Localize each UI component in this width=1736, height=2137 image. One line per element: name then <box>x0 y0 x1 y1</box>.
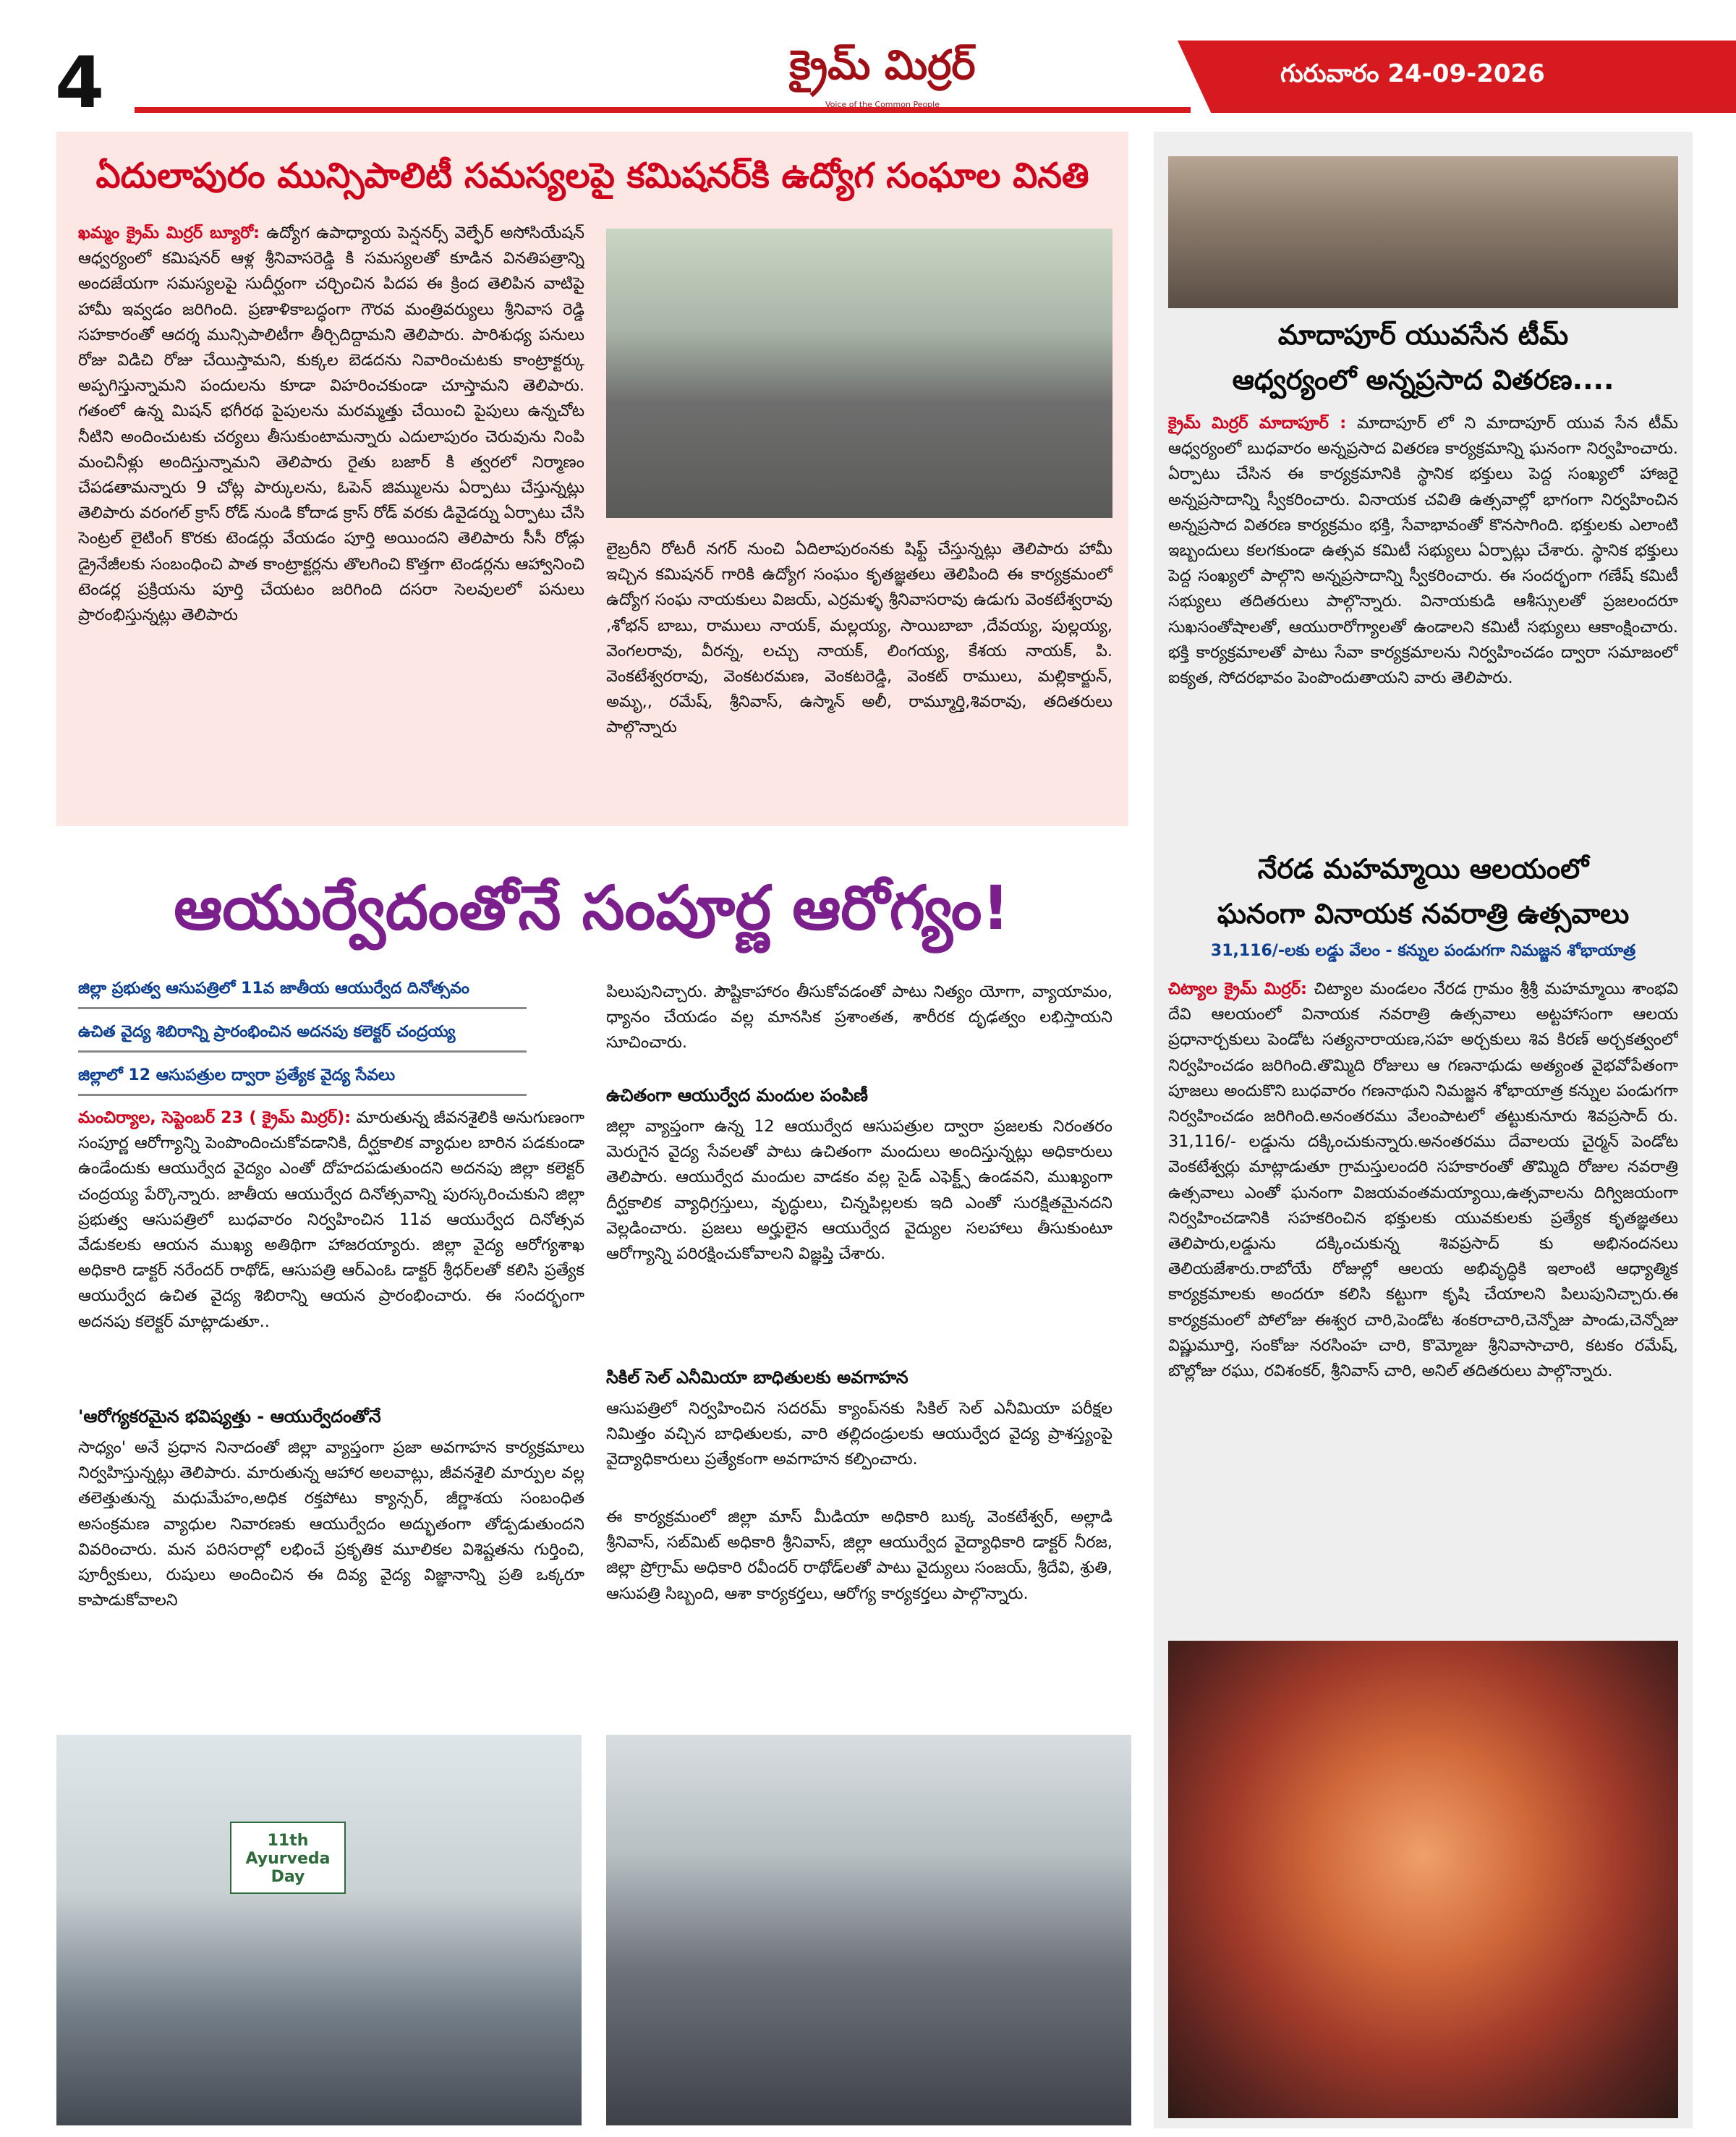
nerada-body: చిట్యాల క్రైమ్ మిర్రర్: చిట్యాల మండలం నేరడ గ్రామం శ్రీశ్రీ మహమ్మాయి శాంభవి దేవి ఆలయంలో వినాయక నవరాత్రి ఉత్సవాలు అట్టహాసంగా ఆలయ ప్రధానార్చకులు పెండోట సత్యనారాయణ,సహ అర్చకులు శివ కిరణ్ అర్చకత్వంలో నిర్వహించడం జరిగింది.తొమ్మిది రోజులు ఆ గణనాథుడు అత్యంత వైభవోపేతంగా పూజలు అందుకొని బుధవారం గణనాథుని నిమజ్జన శోభాయాత్ర కన్నుల పండుగగా నిర్వహించడం జరిగింది.అనంతరము వేలంపాటలో తట్టుకునూరు శివప్రసాద్ రు. 31,116/- లడ్డును దక్కించుకున్నారు.అనంతరము దేవాలయ చైర్మన్ పెండోట వెంకటేశ్వర్లు మాట్లాడుతూ గ్రామస్తులందరి సహకారంతో తొమ్మిది రోజుల నవరాత్రి ఉత్సవాలు ఎంతో ఘనంగా విజయవంతమయ్యాయి,ఉత్సవాలను దిగ్విజయంగా నిర్వహించడానికి సహకరించిన భక్తులకు యువకులకు ప్రత్యేక కృతజ్ఞతలు తెలిపారు,లడ్డును దక్కించుకున్న శివప్రసాద్ కు అభినందనలు తెలియజేశారు.రాబోయే రోజుల్లో ఆలయ అభివృద్ధికి ఇలాంటి ఆధ్యాత్మిక కార్యక్రమాలకు అందరూ కలిసి కట్టుగా కృషి చేయాలని పిలుపునిచ్చారు.ఈ కార్యక్రమంలో పోలోజు ఈశ్వర చారి,పెండోట శంకరాచారి,చెన్నోజు పాండు,చెన్నోజు విష్ణుమూర్తి, సంకోజు నరసింహ చారి, కొమ్మోజు శ్రీనివాసాచారి, కటకం రమేష్, బొల్లోజు రఘు, రవిశంకర్, శ్రీనివాస్ చారి, అనిల్ తదితరులు పాల్గొన్నారు. <box>1168 980 1678 1381</box>
article-ayurveda-col2-p4: ఈ కార్యక్రమంలో జిల్లా మాస్ మీడియా అధికారి బుక్క వెంకటేశ్వర్, అల్లాడి శ్రీనివాస్, సబ్‌మిట్ అధికారి శ్రీనివాస్, జిల్లా ఆయుర్వేద వైద్యాధికారి డాక్టర్ నీరజ, జిల్లా ప్రోగ్రామ్ అధికారి రవీందర్ రాథోడ్‌లతో పాటు వైద్యులు సంజయ్, శ్రీదేవి, శ్రుతి, ఆసుపత్రి సిబ్బంది, ఆశా కార్యకర్తలు, ఆరోగ్య కార్యకర్తలు పాల్గొన్నారు. <box>606 1508 1112 1603</box>
madapur-body: క్రైమ్ మిర్రర్ మాదాపూర్ : మాదాపూర్ లో ని మాదాపూర్ యువ సేన టీమ్ ఆధ్వర్యంలో బుధవారం అన్నప్రసాద వితరణ కార్యక్రమాన్ని ఘనంగా నిర్వహించారు. ఏర్పాటు చేసిన ఈ కార్యక్రమానికి స్థానిక భక్తులు పెద్ద సంఖ్యలో హాజరై అన్నప్రసాదాన్ని స్వీకరించారు. వినాయక చవితి ఉత్సవాల్లో భాగంగా నిర్వహించిన అన్నప్రసాద వితరణ కార్యక్రమం భక్తి, సేవాభావంతో కొనసాగింది. భక్తులకు ఎలాంటి ఇబ్బందులు కలగకుండా ఉత్సవ కమిటీ సభ్యులు ఏర్పాట్లు చేశారు. స్థానిక భక్తులు పెద్ద సంఖ్యలో పాల్గొని అన్నప్రసాదాన్ని స్వీకరించారు. ఈ సందర్భంగా గణేష్ కమిటీ సభ్యులు తదితరులు పాల్గొన్నారు. వినాయకుడి ఆశీస్సులతో ప్రజలందరూ సుఖసంతోషాలతో, ఆయురారోగ్యాలతో ఉండాలని కమిటీ సభ్యులు ఆకాంక్షించారు. భక్తి కార్యక్రమాలతో పాటు సేవా కార్యక్రమాలను నిర్వహించడం ద్వారా సమాజంలో ఐక్యత, సోదరభావం పెంపొందుతాయని వారు తెలిపారు. <box>1168 414 1678 688</box>
ayurveda-day-sign: 11th Ayurveda Day <box>230 1822 346 1894</box>
madapur-byline: క్రైమ్ మిర్రర్ మాదాపూర్ : <box>1168 414 1347 433</box>
ganesh-idol-photo <box>1168 1641 1678 2118</box>
masthead-tagline: Voice of the Common People <box>825 100 940 109</box>
ayurveda-day-photo-2 <box>606 1735 1131 2125</box>
masthead-logo <box>752 42 1013 111</box>
madapur-headline-line1: మాదాపూర్ యువసేన టీమ్ <box>1277 319 1569 351</box>
article-ayurveda-byline: మంచిర్యాల, సెప్టెంబర్ 23 ( క్రైమ్ మిర్రర్): <box>78 1108 352 1127</box>
article-ayurveda-subhead-3: జిల్లాలో 12 ఆసుపత్రుల ద్వారా ప్రత్యేక వైద్య సేవలు <box>78 1066 527 1096</box>
article-ayurveda-col2-p2: జిల్లా వ్యాప్తంగా ఉన్న 12 ఆయుర్వేద ఆసుపత్రుల ద్వారా ప్రజలకు నిరంతరం మెరుగైన వైద్య సేవలతో పాటు ఉచితంగా మందులు అందిస్తున్నట్లు అధికారులు తెలిపారు. ఆయుర్వేద మందుల వాడకం వల్ల సైడ్ ఎఫెక్ట్స్ ఉండవని, ముఖ్యంగా దీర్ఘకాలిక వ్యాధిగ్రస్తులు, వృద్ధులు, చిన్నపిల్లలకు ఇది ఎంతో సురక్షితమైనదని వెల్లడించారు. ప్రజలు అర్హులైన ఆయుర్వేద వైద్యుల సలహాలు తీసుకుంటూ ఆరోగ్యాన్ని పరిరక్షించుకోవాలని విజ్ఞప్తి చేశారు. <box>606 1117 1112 1264</box>
nerada-subhead: 31,116/-లకు లడ్డు వేలం - కన్నుల పండుగగా నిమజ్జన శోభాయాత్ర <box>1210 942 1636 960</box>
article-commissioner-photo <box>606 229 1112 518</box>
nerada-headline-line1: నేరడ మహమ్మాయి ఆలయంలో <box>1257 853 1589 885</box>
article-commissioner-col1: ఖమ్మం క్రైమ్ మిర్రర్ బ్యూరో: ఉద్యోగ ఉపాధ్యాయ పెన్షనర్స్ వెల్ఫేర్ అసోసియేషన్ ఆధ్వర్యంలో కమిషనర్ ఆళ్ల శ్రీనివాసరెడ్డి కి సమస్యలతో కూడిన వినతిపత్రాన్ని అందజేయగా సమస్యలపై సుదీర్ఘంగా చర్చించిన పిదప ఈ క్రింద తెలిపిన వాటిపై హామీ ఇవ్వడం జరిగింది. ప్రణాళికాబద్ధంగా గౌరవ మంత్రివర్యులు శ్రీనివాస రెడ్డి సహకారంతో ఆదర్శ మున్సిపాలిటీగా తీర్చిదిద్దామని తెలిపారు. పారిశుధ్య పనులు రోజు విడిచి రోజు చేయిస్తామని, కుక్కల బెడదను నివారించుటకు కాంట్రాక్టర్కు అప్పగిస్తున్నామని పందులను కూడా విహరించకుండా చూస్తామని తెలిపారు. గతంలో ఉన్న మిషన్ భగీరథ పైపులను మరమ్మత్తు చేయించి పైపులు ఉన్నచోట నీటిని అందించుటకు చర్యలు తీసుకుంటామన్నారు ఎదులాపురం చెరువును నింపి మంచినీళ్లు అందిస్తున్నామని తెలిపారు రైతు బజార్ కి త్వరలో నిర్మాణం చేపడతామన్నారు 9 చోట్ల పార్కులను, ఓపెన్ జిమ్ములను ఏర్పాటు చేస్తున్నట్లు తెలిపారు వరంగల్ క్రాస్ రోడ్ నుండి కోదాడ క్రాస్ రోడ్ వరకు డివైడర్ను ఏర్పాటు చేసి సెంట్రల్ లైటింగ్ కొరకు టెండర్లు వేయడం పూర్తి అయిందని తెలిపారు సీసీ రోడ్లు డ్రైనేజీలకు సంబంధించి పాత కాంట్రాక్టర్లను తొలగించి కొత్తగా టెండర్లను ఆహ్వానించి టెండర్ల ప్రక్రియను పూర్తి చేయటం జరిగింది దసరా సెలవులలో పనులు ప్రారంభిస్తున్నట్లు తెలిపారు <box>78 224 584 625</box>
article-ayurveda-subhead-2: ఉచిత వైద్య శిబిరాన్ని ప్రారంభించిన అదనపు కలెక్టర్ చంద్రయ్య <box>78 1023 527 1053</box>
issue-date: గురువారం 24-09-2026 <box>1280 59 1545 88</box>
article-commissioner-byline: ఖమ్మం క్రైమ్ మిర్రర్ బ్యూరో: <box>78 224 260 242</box>
article-ayurveda-col1-p1: మంచిర్యాల, సెప్టెంబర్ 23 ( క్రైమ్ మిర్రర్): మారుతున్న జీవనశైలికి అనుగుణంగా సంపూర్ణ ఆరోగ్యాన్ని పెంపొందించుకోవడానికి, దీర్ఘకాలిక వ్యాధుల బారిన పడకుండా ఉండేందుకు ఆయుర్వేద వైద్యం ఎంతో దోహదపడుతుందని అదనపు జిల్లా కలెక్టర్ చంద్రయ్య పేర్కొన్నారు. జాతీయ ఆయుర్వేద దినోత్సవాన్ని పురస్కరించుకుని జిల్లా ప్రభుత్వ ఆసుపత్రిలో బుధవారం నిర్వహించిన 11వ ఆయుర్వేద దినోత్సవ వేడుకలకు ఆయన ముఖ్య అతిథిగా హాజరయ్యారు. జిల్లా వైద్య ఆరోగ్యశాఖ అధికారి డాక్టర్ నరేందర్ రాథోడ్, ఆసుపత్రి ఆర్ఎంఓ డాక్టర్ శ్రీధర్‌లతో కలిసి ప్రత్యేక ఆయుర్వేద ఉచిత వైద్య శిబిరాన్ని ఆయన ప్రారంభించారు. ఈ సందర్భంగా అదనపు కలెక్టర్ మాట్లాడుతూ.. <box>78 1108 584 1331</box>
article-commissioner-col2: లైబ్రరీని రోటరీ నగర్ నుంచి ఏదిలాపురంనకు షిఫ్ట్ చేస్తున్నట్లు తెలిపారు హామీ ఇచ్చిన కమిషనర్ గారికి ఉద్యోగ సంఘం కృతజ్ఞతలు తెలిపింది ఈ కార్యక్రమంలో ఉద్యోగ సంఘ నాయకులు విజయ్, ఎర్రమళ్ళ శ్రీనివాసరావు ఉడుగు వెంకటేశ్వరావు ,శోభన్ బాబు, రాములు నాయక్, మల్లయ్య, సాయిబాబా ,దేవయ్య, పుల్లయ్య, వెంగలరావు, వీరన్న, లచ్చు నాయక్, లింగయ్య, కేశయ నాయక్, పి. వెంకటేశ్వరరావు, వెంకటరమణ, వెంకటరెడ్డి, వెంకట్ రాములు, మల్లికార్జున్, అమృ,, రమేష్, శ్రీనివాస్, ఉస్మాన్ అలీ, రామ్మూర్తి,శివరావు, తదితరులు పాల్గొన్నారు <box>606 540 1112 737</box>
article-ayurveda-col2-head2: సికిల్ సెల్ ఎనీమియా బాధితులకు అవగాహన <box>606 1367 909 1388</box>
article-ayurveda-subhead-1: జిల్లా ప్రభుత్వ ఆసుపత్రిలో 11వ జాతీయ ఆయుర్వేద దినోత్సవం <box>78 980 527 1009</box>
madapur-headline-line2: ఆధ్వర్యంలో అన్నప్రసాద వితరణ.... <box>1232 364 1614 396</box>
madapur-annaprasada-photo <box>1168 156 1678 308</box>
article-ayurveda-col1-p2: సాధ్యం' అనే ప్రధాన నినాదంతో జిల్లా వ్యాప్తంగా ప్రజా అవగాహన కార్యక్రమాలు నిర్వహిస్తున్నట్లు తెలిపారు. మారుతున్న ఆహార అలవాట్లు, జీవనశైలి మార్పుల వల్ల తలెత్తుతున్న మధుమేహం,అధిక రక్తపోటు క్యాన్సర్, జీర్ణాశయ సంబంధిత అసంక్రమణ వ్యాధుల నివారణకు ఆయుర్వేదం అద్భుతంగా తోడ్పడుతుందని వివరించారు. మన పరిసరాల్లో లభించే ప్రకృతిక మూలికల విశిష్టతను గుర్తించి, పూర్వీకులు, రుషులు అందించిన ఈ దివ్య వైద్య విజ్ఞానాన్ని ప్రతి ఒక్కరూ కాపాడుకోవాలని <box>78 1438 584 1610</box>
article-ayurveda-col2-p3: ఆసుపత్రిలో నిర్వహించిన సదరమ్ క్యాంప్‌నకు సికిల్ సెల్ ఎనీమియా పరీక్షల నిమిత్తం వచ్చిన బాధితులకు, వారి తల్లిదండ్రులకు ఆయుర్వేద వైద్య ప్రాశస్త్యంపై వైద్యాధికారులు ప్రత్యేకంగా అవగాహన కల్పించారు. <box>606 1399 1112 1469</box>
nerada-headline-line2: ఘనంగా వినాయక నవరాత్రి ఉత్సవాలు <box>1217 898 1630 930</box>
article-ayurveda-col2-head1: ఉచితంగా ఆయుర్వేద మందుల పంపిణీ <box>606 1085 868 1105</box>
article-ayurveda-col2-p1: పిలుపునిచ్చారు. పౌష్టికాహారం తీసుకోవడంతో పాటు నిత్యం యోగా, వ్యాయామం, ధ్యానం చేయడం వల్ల మానసిక ప్రశాంతత, శారీరక దృఢత్వం లభిస్తాయని సూచించారు. <box>606 982 1112 1053</box>
nerada-byline: చిట్యాల క్రైమ్ మిర్రర్: <box>1168 980 1307 998</box>
article-ayurveda-headline: ఆయుర్వేదంతోనే సంపూర్ణ ఆరోగ్యం! <box>174 872 1010 943</box>
article-ayurveda-col1-head: 'ఆరోగ్యకరమైన భవిష్యత్తు - ఆయుర్వేదంతోనే <box>78 1406 381 1427</box>
masthead-title: క్రైమ్ మిర్రర్ <box>789 42 976 89</box>
article-commissioner-headline: ఏదులాపురం మున్సిపాలిటీ సమస్యలపై కమిషనర్‌కి ఉద్యోగ సంఘాల వినతి <box>95 156 1089 196</box>
header-rule <box>135 107 1191 113</box>
page-number: 4 <box>55 42 105 124</box>
ayurveda-day-photo-1 <box>56 1735 582 2125</box>
